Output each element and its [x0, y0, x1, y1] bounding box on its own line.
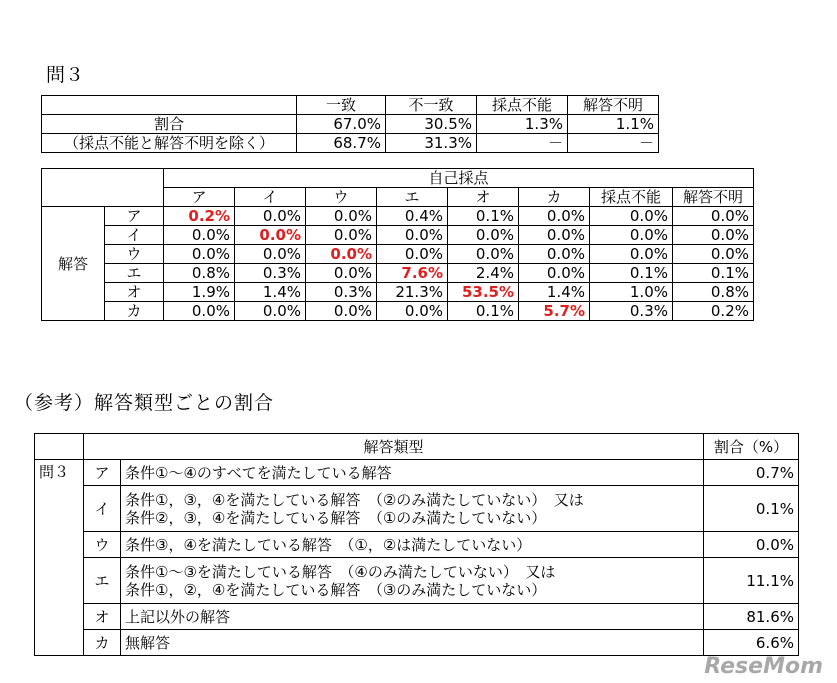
matrix-cell: 0.8% [673, 283, 754, 302]
matrix-cell: 0.0% [235, 207, 306, 226]
reference-value: 0.1% [704, 486, 799, 532]
matrix-cell: 0.0% [377, 226, 448, 245]
summary-cell: 67.0% [297, 115, 386, 134]
matrix-cell: 0.0% [448, 226, 519, 245]
reference-value: 11.1% [704, 558, 799, 604]
summary-cell: 1.1% [568, 115, 659, 134]
reference-code: イ [84, 486, 121, 532]
matrix-cell: 0.0% [235, 226, 306, 245]
summary-header-match: 一致 [297, 96, 386, 115]
reference-description [121, 630, 704, 656]
reference-value: 81.6% [704, 604, 799, 630]
matrix-cell: 1.0% [590, 283, 673, 302]
matrix-cell: 0.0% [519, 245, 590, 264]
matrix-cell: 0.2% [164, 207, 235, 226]
summary-table [41, 95, 659, 153]
reference-description [121, 558, 704, 604]
reference-description-line: 条件①，③，④を満たしている解答 （②のみ満たしていない） 又は [125, 490, 584, 509]
reference-title: （参考）解答類型ごとの割合 [14, 392, 275, 414]
matrix-cell: 0.3% [590, 302, 673, 321]
reference-value: 6.6% [704, 630, 799, 656]
reference-value: 0.7% [704, 460, 799, 486]
matrix-cell: 0.0% [306, 245, 377, 264]
matrix-cell: 0.8% [164, 264, 235, 283]
matrix-col-header: カ [519, 188, 590, 207]
matrix-col-header: イ [235, 188, 306, 207]
watermark-logo: ReseMom [704, 654, 823, 679]
matrix-cell: 0.0% [164, 226, 235, 245]
summary-cell: － [477, 134, 568, 153]
matrix-cell: 0.4% [377, 207, 448, 226]
matrix-side-header: 解答 [42, 207, 105, 321]
matrix-cell: 0.0% [235, 302, 306, 321]
matrix-row-label: オ [105, 283, 164, 302]
matrix-cell: 0.0% [306, 302, 377, 321]
summary-corner-cell [42, 96, 297, 115]
matrix-col-header: ウ [306, 188, 377, 207]
reference-description-line: 上記以外の解答 [125, 607, 231, 626]
matrix-cell: 0.0% [519, 207, 590, 226]
reference-description [121, 486, 704, 532]
matrix-cell: 0.0% [673, 207, 754, 226]
summary-header-mismatch: 不一致 [386, 96, 477, 115]
summary-header-unknown: 解答不明 [568, 96, 659, 115]
summary-header-unscorable: 採点不能 [477, 96, 568, 115]
matrix-cell: 0.3% [306, 283, 377, 302]
reference-code: ウ [84, 532, 121, 558]
summary-row2-label: （採点不能と解答不明を除く） [42, 134, 297, 153]
cross-tab-table [41, 168, 754, 321]
reference-description [121, 604, 704, 630]
matrix-cell: 2.4% [448, 264, 519, 283]
matrix-cell: 0.2% [673, 302, 754, 321]
matrix-col-header: オ [448, 188, 519, 207]
reference-question-label: 問３ [35, 460, 84, 656]
matrix-cell: 0.0% [590, 207, 673, 226]
matrix-cell: 0.0% [164, 302, 235, 321]
matrix-col-header: ア [164, 188, 235, 207]
matrix-cell: 0.0% [164, 245, 235, 264]
matrix-cell: 0.0% [519, 264, 590, 283]
matrix-cell: 0.0% [590, 226, 673, 245]
reference-table [34, 433, 799, 656]
reference-description [121, 460, 704, 486]
question-title: 問３ [46, 64, 85, 86]
matrix-cell: 0.0% [306, 226, 377, 245]
matrix-cell: 1.9% [164, 283, 235, 302]
matrix-cell: 0.1% [590, 264, 673, 283]
matrix-cell: 0.0% [306, 264, 377, 283]
summary-cell: － [568, 134, 659, 153]
matrix-row-label: イ [105, 226, 164, 245]
matrix-cell: 5.7% [519, 302, 590, 321]
reference-value: 0.0% [704, 532, 799, 558]
matrix-cell: 0.0% [377, 245, 448, 264]
matrix-cell: 0.0% [377, 302, 448, 321]
reference-header-type: 解答類型 [84, 434, 704, 460]
matrix-col-header: 解答不明 [673, 188, 754, 207]
matrix-corner-cell [42, 169, 164, 207]
summary-cell: 30.5% [386, 115, 477, 134]
matrix-cell: 0.0% [519, 226, 590, 245]
reference-header-ratio: 割合（%） [704, 434, 799, 460]
matrix-cell: 0.0% [673, 245, 754, 264]
matrix-cell: 0.3% [235, 264, 306, 283]
reference-code: ア [84, 460, 121, 486]
matrix-cell: 0.0% [235, 245, 306, 264]
reference-code: エ [84, 558, 121, 604]
matrix-row-label: エ [105, 264, 164, 283]
matrix-cell: 1.4% [519, 283, 590, 302]
reference-description-line: 条件①～④のすべてを満たしている解答 [125, 463, 392, 482]
matrix-cell: 0.0% [448, 245, 519, 264]
matrix-cell: 53.5% [448, 283, 519, 302]
summary-cell: 68.7% [297, 134, 386, 153]
matrix-cell: 0.1% [448, 207, 519, 226]
reference-description-line: 無解答 [125, 633, 171, 652]
matrix-cell: 0.0% [306, 207, 377, 226]
reference-description [121, 532, 704, 558]
matrix-cell: 0.1% [448, 302, 519, 321]
reference-description-line: 条件③，④を満たしている解答 （①，②は満たしていない） [125, 535, 532, 554]
matrix-body [42, 207, 754, 321]
matrix-col-header: 採点不能 [590, 188, 673, 207]
summary-cell: 31.3% [386, 134, 477, 153]
reference-description-line: 条件②，③，④を満たしている解答 （①のみ満たしていない） [125, 508, 547, 527]
reference-code: カ [84, 630, 121, 656]
reference-description-line: 条件①～③を満たしている解答 （④のみ満たしていない） 又は [125, 562, 556, 581]
matrix-top-header: 自己採点 [164, 169, 754, 188]
matrix-cell: 0.0% [590, 245, 673, 264]
matrix-row-label: ア [105, 207, 164, 226]
matrix-cell: 0.0% [673, 226, 754, 245]
matrix-cell: 0.1% [673, 264, 754, 283]
reference-description-line: 条件①，②，④を満たしている解答 （③のみ満たしていない） [125, 580, 547, 599]
summary-row1-label: 割合 [42, 115, 297, 134]
matrix-cell: 21.3% [377, 283, 448, 302]
matrix-row-label: カ [105, 302, 164, 321]
matrix-cell: 1.4% [235, 283, 306, 302]
matrix-col-header: エ [377, 188, 448, 207]
matrix-cell: 7.6% [377, 264, 448, 283]
summary-cell: 1.3% [477, 115, 568, 134]
reference-code: オ [84, 604, 121, 630]
matrix-row-label: ウ [105, 245, 164, 264]
reference-corner-cell [35, 434, 84, 460]
